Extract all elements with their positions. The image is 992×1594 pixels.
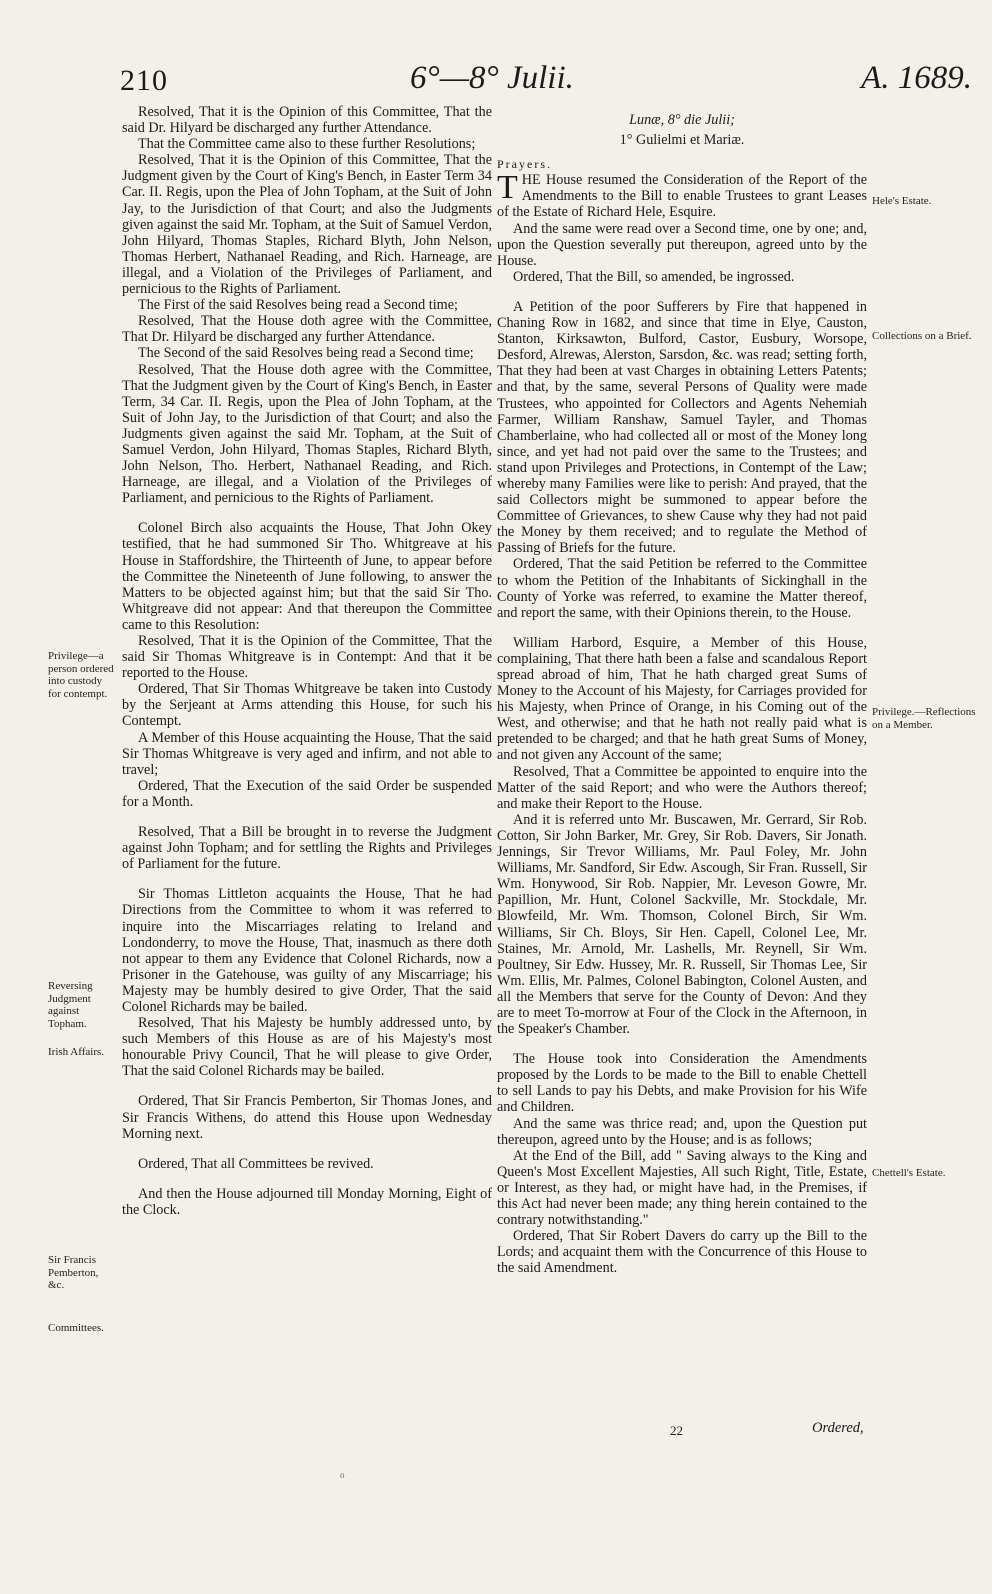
- paragraph: Ordered, That the Bill, so amended, be ingrossed.: [513, 268, 795, 285]
- margin-note-pemberton: Sir Francis Pemberton, &c.: [48, 1254, 99, 1291]
- prayers-heading: Prayers.: [497, 157, 552, 172]
- margin-note-committees: Committees.: [48, 1322, 104, 1334]
- paragraph: And it is referred unto Mr. Buscawen, Mr. Gerrard, Sir Rob. Cotton, Sir John Barker, Mr. Grey, Sir Rob. Davers, Sir Jonath. Jennings, Sir Trevor Williams, Mr. Paul Foley, Mr. John Williams, Mr. Sandford, Sir Edw. Ascough, Sir Fran. Russell, Sir Wm. Honywood, Sir Rob. Nappier, Mr. Leveson Gowre, Mr. Papillion, Mr. Hunt, Colonel Sackville, Mr. Stockdale, Mr. Blowfeild, Mr. Wm. Thomson, Colonel Birch, Sir Wm. Williams, Sir Ch. Bloys, Sir Hen. Capell, Colonel Lee, Mr. Staines, Mr. Arnold, Mr. Lashells, Mr. Reynell, Sir Wm. Poultney, Sir Edw. Hussey, Mr. R. Russell, Sir Thomas Lee, Sir Wm. Ellis, Mr. Palmes, Colonel Babington, Colonel Austen, and all the Members that serve for the County of Devon: And they are to meet To-morrow at Four of the Clock in the Afternoon, in the Speaker's Chamber.: [497, 811, 867, 1038]
- paragraph: Resolved, That it is the Opinion of the Committee, That the said Sir Thomas Whitgreave is in Contempt: And that it be reported to the House.: [122, 633, 492, 682]
- paragraph: HE House resumed the Consideration of the Report of the Amendments to the Bill to enable Trustees to grant Leases of the Estate of Richard Hele, Esquire.: [497, 172, 867, 221]
- paragraph: The Second of the said Resolves being read a Second time;: [138, 345, 474, 362]
- paragraph: Resolved, That a Committee be appointed to enquire into the Matter of the said Report; and who were the Authors thereof; and make their Report to the House.: [497, 763, 867, 812]
- left-column: [122, 104, 492, 1218]
- paragraph: Resolved, That his Majesty be humbly addressed unto, by such Members of this House as are of his Majesty's most honourable Privy Council, That he will please to give Order, That the said Colonel Richards may be bailed.: [122, 1015, 492, 1080]
- reign-heading: 1° Gulielmi et Mariæ.: [619, 132, 745, 149]
- margin-note-chettell-estate: Chettell's Estate.: [872, 1167, 946, 1179]
- paragraph: Sir Thomas Littleton acquaints the House, That he had Directions from the Committee to whom it was referred to inquire into the Miscarriages relating to Ireland and Londonderry, to move the House, That, inasmuch as there doth not appear to them any Evidence that Colonel Richards, now a Prisoner in the Gatehouse, was guilty of any Miscarriage; his Majesty may be humbly desired to give Order, That the said Colonel Richards may be bailed.: [122, 886, 492, 1015]
- stray-mark: o: [340, 1470, 345, 1480]
- adjournment: And then the House adjourned till Monday Morning, Eight of the Clock.: [122, 1185, 492, 1218]
- margin-note-hele-estate: Hele's Estate.: [872, 195, 932, 207]
- running-date: 6°—8° Julii.: [410, 60, 574, 96]
- paragraph: And the same were read over a Second time, one by one; and, upon the Question severally put thereupon, agreed unto by the House.: [497, 220, 867, 269]
- paragraph: The First of the said Resolves being read a Second time;: [138, 297, 458, 314]
- page-number: 210: [120, 64, 168, 97]
- paragraph: A Member of this House acquainting the House, That the said Sir Thomas Whitgreave is very aged and infirm, and not able to travel;: [122, 729, 492, 778]
- paragraph: At the End of the Bill, add " Saving always to the King and Queen's Most Excellent Majesties, All such Right, Title, Estate, or Interest, as they had, or might have had, in the Premises, if this Act had never been made; any thing herein contained to the contrary notwithstanding.": [497, 1147, 867, 1229]
- paragraph: A Petition of the poor Sufferers by Fire that happened in Chaning Row in 1682, and since that time in Elye, Causton, Stanton, Kirksawton, Bulford, Castor, Eusbury, Worsope, Desford, Alrewas, Alerston, Sarsdon, &c. was read; setting forth, That they had been at vast Charges in obtaining Letters Patents; and that, by the same, several Persons of Quality were made Trustees, who appointed for Collectors and Agents Nehemiah Farmer, William Ranshaw, Samuel Tayler, and Thomas Chamberlaine, who had collected all or most of the Money long since, and yet had not paid over the same to the Trustees; and stand upon Privileges and Protections, in Contempt of the Law; whereby many Families were like to perish: And prayed, that the said Collectors might be summoned to appear before the Committee of Grievances, to shew Cause why they had not paid the Money by them received; and to regulate the Method of Passing of Briefs for the future.: [497, 298, 867, 557]
- paragraph: Ordered, That the said Petition be referred to the Committee to whom the Petition of the Inhabitants of Sickinghall in the County of Yorke was referred, to examine the Matter thereof, and report the same, with their Opinions therein, to the House.: [497, 556, 867, 621]
- paragraph: That the Committee came also to these further Resolutions;: [138, 136, 476, 153]
- running-year: A. 1689.: [861, 60, 972, 96]
- paragraph: Ordered, That Sir Thomas Whitgreave be taken into Custody by the Serjeant at Arms attending this House, for such his Contempt.: [122, 681, 492, 730]
- margin-note-collections-brief: Collections on a Brief.: [872, 330, 972, 342]
- day-heading: Lunæ, 8° die Julii;: [629, 112, 735, 128]
- paragraph: Resolved, That it is the Opinion of this Committee, That the Judgment given by the Court of King's Bench, in Easter Term 34 Car. II. Regis, upon the Plea of John Topham, at the Suit of John Jay, to the Jurisdiction of that Court; and also the Judgments given against the said Mr. Topham, at the Suit of Samuel Verdon, John Hilyard, Thomas Staples, Richard Blyth, John Nelson, Thomas Herbert, Nathanael Reading, and Rich. Harneage, are illegal, and a Violation of the Privileges of Parliament, and pernicious to the Rights of Parliament.: [122, 152, 492, 298]
- paragraph: Ordered, That all Committees be revived.: [138, 1155, 374, 1172]
- signature-mark: 22: [670, 1423, 683, 1438]
- paragraph: Resolved, That the House doth agree with the Committee, That Dr. Hilyard be discharged any further Attendance.: [122, 313, 492, 346]
- paragraph: Ordered, That Sir Francis Pemberton, Sir Thomas Jones, and Sir Francis Withens, do attend this House upon Wednesday Morning next.: [122, 1093, 492, 1142]
- paragraph: William Harbord, Esquire, a Member of this House, complaining, That there hath been a false and scandalous Report spread abroad of him, That he hath charged great Sums of Money to the Account of his Majesty, for Carriages provided for his Majesty, when Prince of Orange, in his Coming out of the West, and otherwise; and that he hath not really paid what is pretended to be charged; and that he hath great Sums of Money, and not given any Account of the same;: [497, 634, 867, 764]
- margin-note-irish-affairs: Irish Affairs.: [48, 1046, 105, 1058]
- right-column: [497, 104, 867, 1276]
- margin-note-reflections-member: Privilege.—Reflections on a Member.: [872, 706, 976, 731]
- paragraph: Ordered, That Sir Robert Davers do carry up the Bill to the Lords; and acquaint them with the Concurrence of this House to the said Amendment.: [497, 1228, 867, 1277]
- margin-note-privilege-custody: Privilege—a person ordered into custody for contempt.: [48, 650, 114, 700]
- paragraph: The House took into Consideration the Amendments proposed by the Lords to be made to the Bill to enable Chettell to sell Lands to pay his Debts, and make Provision for his Wife and Children.: [497, 1051, 867, 1116]
- paragraph: Ordered, That the Execution of the said Order be suspended for a Month.: [122, 777, 492, 810]
- paragraph: Resolved, That the House doth agree with the Committee, That the Judgment given by the Court of King's Bench, in Easter Term, 34 Car. II. Regis, upon the Plea of John Topham, at the Suit of John Jay, to the Jurisdiction of that Court; and also the Judgments given against the said Mr. Topham, at the Suit of Samuel Verdon, John Hilyard, Thomas Staples, Richard Blyth, John Nelson, Tho. Herbert, Nathanael Reading, and Rich. Harneage, are illegal, and a Violation of the Privileges of Parliament, and pernicious to the Rights of Parliament.: [122, 361, 492, 507]
- paragraph: Colonel Birch also acquaints the House, That John Okey testified, that he had summoned Sir Tho. Whitgreave at his House in Staffordshire, the Thirteenth of June, to appear before the Committee the Nineteenth of June following, to answer the Matters to be objected against him; but that the said Sir Tho. Whitgreave did not appear: And that thereupon the Committee came to this Resolution:: [122, 520, 492, 633]
- paragraph: Resolved, That it is the Opinion of this Committee, That the said Dr. Hilyard be discharged any further Attendance.: [122, 104, 492, 137]
- page-header: [120, 60, 972, 104]
- paragraph: Resolved, That a Bill be brought in to reverse the Judgment against John Topham; and for settling the Rights and Privileges of Parliament for the future.: [122, 824, 492, 873]
- margin-note-reversing-judgment: Reversing Judgment against Topham.: [48, 980, 93, 1030]
- catchword: Ordered,: [812, 1420, 864, 1436]
- drop-capital: T: [497, 169, 518, 207]
- paragraph: And the same was thrice read; and, upon the Question put thereupon, agreed unto by the House; and is as follows;: [497, 1115, 867, 1148]
